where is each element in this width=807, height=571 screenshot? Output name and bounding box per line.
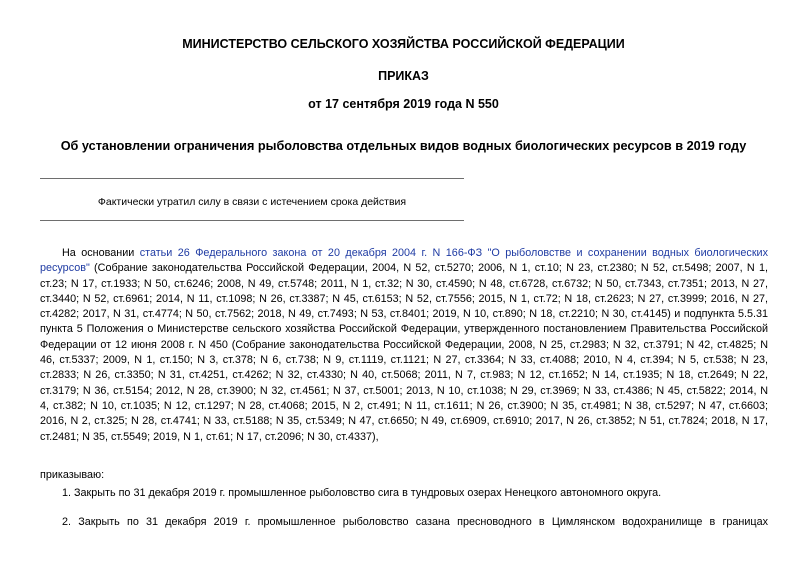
preamble-line: ст.3179; N 36, ст.5154; 2012, N 28, ст.3900; N 32, ст.4561; N 37, ст.5001; 2013, N 10, ст.1038; N 29, ст.3969; N 33, ст.4386; N 45, ст.5822; 2014, N [40, 384, 768, 397]
preamble-intro: На основании [62, 247, 140, 259]
order-item-1: 1. Закрыть по 31 декабря 2019 г. промышленное рыболовство сига в тундровых озерах Ненецкого автономного округа. [62, 487, 662, 499]
preamble-line: ст.3440; N 52, ст.6961; 2014, N 11, ст.1098; N 26, ст.3387; N 45, ст.6153; N 52, ст.7556; 2015, N 1, ст.72; N 18, ст.2623; N 27, ст.3999; 2016, N 27, [40, 292, 768, 305]
document-title: Об установлении ограничения рыболовства отдельных видов водных биологических ресурсов в 2019 году [60, 139, 747, 153]
preamble-line: ст.2833; N 26, ст.3350; N 31, ст.4251, ст.4262; N 32, ст.4330; N 40, ст.5068; 2011, N 7, ст.983; N 12, ст.1652; N 14, ст.1935; N 18, ст.2649; N 22, [40, 369, 768, 382]
divider-bottom [40, 220, 464, 221]
orders-word: приказываю: [40, 469, 105, 481]
ministry-name: МИНИСТЕРСТВО СЕЛЬСКОГО ХОЗЯЙСТВА РОССИЙСКОЙ ФЕДЕРАЦИИ [182, 37, 625, 51]
status-note: Фактически утратил силу в связи с истечением срока действия [97, 196, 407, 208]
preamble-line: ст.2481; N 35, ст.5549; 2019, N 1, ст.61; N 17, ст.2096; N 30, ст.4337), [40, 430, 379, 443]
preamble-line: ст.23; N 17, ст.1933; N 50, ст.6246; 2008, N 49, ст.5748; 2011, N 1, ст.32; N 30, ст.4590; N 48, ст.6728, ст.6732; N 50, ст.7343, ст.7351; 2013, N 27, [40, 277, 768, 290]
document-type: ПРИКАЗ [378, 69, 429, 83]
order-item-2: 2. Закрыть по 31 декабря 2019 г. промышленное рыболовство сазана пресноводного в Цимлянском водохранилище в границах [62, 516, 768, 528]
preamble-line: 2016, N 2, ст.325; N 28, ст.4741; N 33, ст.5188; N 35, ст.5349; N 47, ст.6650; N 49, ст.6909, ст.6910; 2017, N 26, ст.3852; N 51, ст.7824; 2018, N 17, [40, 415, 768, 428]
divider-top [40, 178, 464, 179]
preamble-line: пункта 5 Положения о Министерстве сельского хозяйства Российской Федерации, утвержденного постановлением Правительства Российской [40, 323, 768, 336]
preamble-line: Федерации от 12 июня 2008 г. N 450 (Собрание законодательства Российской Федерации, 2008, N 25, ст.2983; N 32, ст.3791; N 42, ст.4825; N [40, 338, 768, 351]
preamble-paragraph [40, 246, 768, 445]
preamble-line [40, 261, 768, 276]
preamble-line: 4, ст.382; N 10, ст.1035; N 12, ст.1297; N 28, ст.4068; 2015, N 2, ст.491; N 11, ст.1611; N 26, ст.3900; N 35, ст.4981; N 38, ст.5297; N 47, ст.6603; [40, 399, 768, 412]
law-link[interactable]: статьи 26 Федерального закона от 20 декабря 2004 г. N 166-ФЗ "О рыболовстве и сохранении водных биологических [139, 247, 768, 259]
law-link-continued[interactable]: ресурсов" [40, 262, 90, 275]
preamble-line: 46, ст.5337; 2009, N 1, ст.150; N 3, ст.378; N 6, ст.738; N 9, ст.1119, ст.1121; N 27, ст.3364; N 33, ст.4088; 2010, N 4, ст.394; N 5, ст.538; N 23, [40, 354, 768, 367]
document-date-number: от 17 сентября 2019 года N 550 [308, 97, 499, 111]
preamble-line-text: (Собрание законодательства Российской Федерации, 2004, N 52, ст.5270; 2006, N 1, ст.10; N 23, ст.2380; N 52, ст.5498; 2007, N 1, [89, 262, 768, 275]
preamble-line: ст.4282; 2017, N 31, ст.4774; N 50, ст.7562; 2018, N 49, ст.7493; N 53, ст.8401; 2019, N 10, ст.890; N 18, ст.2210; N 30, ст.4145) и подпункта 5.5.31 [40, 308, 768, 321]
preamble-line [40, 246, 768, 261]
